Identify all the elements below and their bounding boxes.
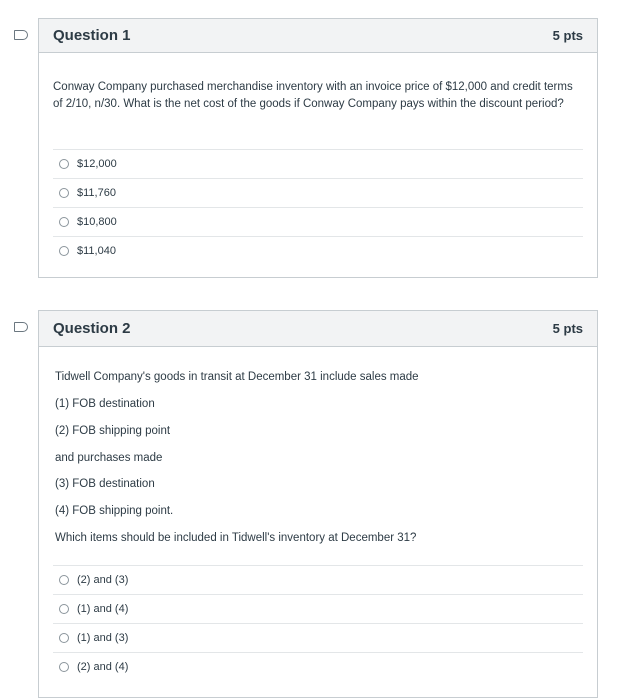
answer-label: (2) and (3)	[77, 574, 129, 586]
question-2-header	[39, 311, 597, 347]
radio-button[interactable]	[59, 633, 69, 643]
question-2-card	[38, 310, 598, 698]
radio-button[interactable]	[59, 188, 69, 198]
answer-label: $11,040	[77, 245, 116, 257]
question-title: Question 2	[53, 320, 131, 337]
question-text-line: (3) FOB destination	[55, 478, 155, 490]
question-text-line: and purchases made	[55, 452, 163, 464]
answer-option[interactable]	[53, 207, 583, 236]
question-text-line: Tidwell Company's goods in transit at December 31 include sales made	[55, 371, 419, 383]
radio-button[interactable]	[59, 604, 69, 614]
answer-list	[53, 565, 583, 681]
answer-label: (1) and (3)	[77, 632, 129, 644]
answer-list	[53, 149, 583, 265]
answer-label: (2) and (4)	[77, 661, 129, 673]
question-points: 5 pts	[552, 28, 583, 43]
radio-button[interactable]	[59, 575, 69, 585]
question-1-card	[38, 18, 598, 278]
radio-button[interactable]	[59, 159, 69, 169]
answer-option[interactable]	[53, 652, 583, 681]
answer-option[interactable]	[53, 594, 583, 623]
question-text: Conway Company purchased merchandise inventory with an invoice price of $12,000 and credit terms of 2/10, n/30. What is the net cost of the goods if Conway Company pays within the discount period?	[53, 81, 573, 110]
answer-option[interactable]	[53, 623, 583, 652]
question-1-header	[39, 19, 597, 53]
answer-label: $12,000	[77, 158, 117, 170]
question-points: 5 pts	[552, 321, 583, 336]
question-text-line: (2) FOB shipping point	[55, 425, 171, 437]
question-title: Question 1	[53, 27, 131, 44]
answer-option[interactable]	[53, 565, 583, 594]
flag-question-icon[interactable]	[14, 322, 28, 332]
answer-option[interactable]	[53, 178, 583, 207]
answer-label: $10,800	[77, 216, 117, 228]
radio-button[interactable]	[59, 217, 69, 227]
radio-button[interactable]	[59, 662, 69, 672]
answer-label: $11,760	[77, 187, 116, 199]
answer-option[interactable]	[53, 236, 583, 265]
question-text-line: (1) FOB destination	[55, 398, 155, 410]
question-text-line: Which items should be included in Tidwell's inventory at December 31?	[55, 532, 417, 544]
question-text-line: (4) FOB shipping point.	[55, 505, 174, 517]
radio-button[interactable]	[59, 246, 69, 256]
answer-label: (1) and (4)	[77, 603, 129, 615]
flag-question-icon[interactable]	[14, 30, 28, 40]
answer-option[interactable]	[53, 149, 583, 178]
